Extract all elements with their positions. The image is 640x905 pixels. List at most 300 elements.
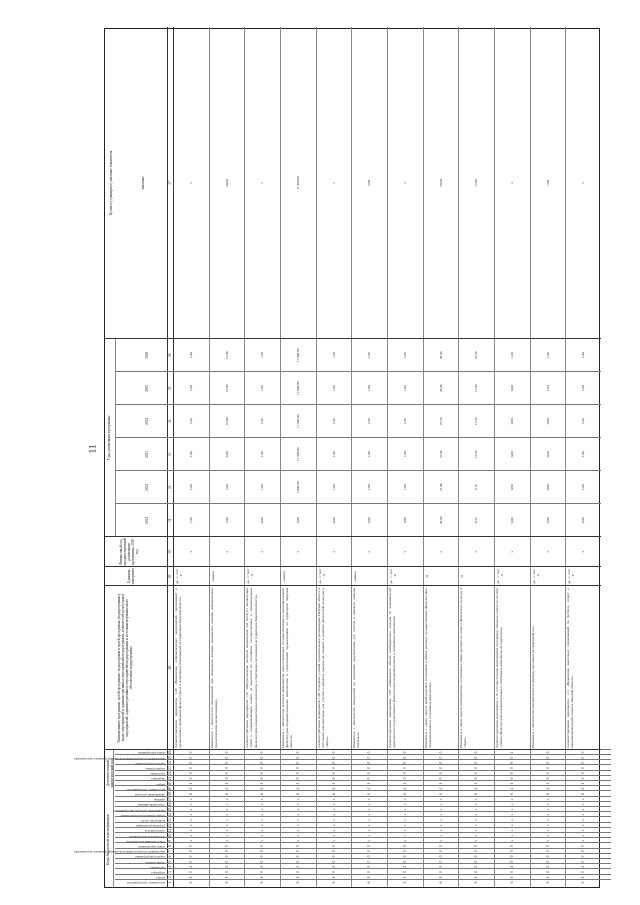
col-number: 1 — [168, 881, 172, 884]
code-cell: 0 — [295, 777, 300, 780]
code-cell: 1 — [188, 782, 193, 785]
row-year-value: 1,00 — [581, 385, 586, 392]
code-cell: 4 — [509, 787, 514, 790]
code-x-mark: х — [402, 834, 407, 837]
code-col-header: участник реализации — [136, 824, 165, 829]
code-cell: 6 — [188, 793, 193, 795]
code-col-header: раздел — [156, 782, 165, 787]
code-x-mark: х — [260, 834, 265, 837]
row-year-value: 1,00 — [367, 385, 372, 392]
target-header: Целевое (суммарное) значение показателя — [109, 150, 113, 216]
code-cell: 4 — [545, 787, 550, 790]
code-cell: 0 — [367, 845, 372, 847]
code-cell: 0 — [509, 871, 514, 873]
row-year-value: 11 000,00 — [295, 348, 300, 363]
year-header: 2022 — [145, 483, 149, 491]
code-x-mark: х — [224, 798, 229, 801]
code-cell: 0 — [545, 850, 550, 853]
code-col-header: направление расходов — [135, 793, 165, 797]
code-cell: 0 — [402, 756, 407, 759]
row-divider — [565, 27, 566, 887]
code-x-mark: х — [331, 808, 336, 811]
code-cell: 0 — [367, 751, 372, 754]
row-total: х — [260, 182, 265, 184]
row-fin: х — [367, 550, 372, 553]
row-year-value: 1,00 — [188, 451, 193, 458]
code-cell: 4 — [474, 787, 479, 790]
code-cell: 0 — [438, 860, 443, 863]
code-x-mark: х — [224, 834, 229, 837]
code-x-mark: х — [474, 808, 479, 811]
code-cell: 6 — [474, 881, 479, 884]
row-year-value: 7,00 — [224, 484, 229, 491]
code-cell: 6 — [509, 793, 514, 795]
row-year-value: 20,00 — [438, 516, 443, 525]
code-x-mark: х — [260, 839, 265, 842]
code-cell: 2 — [402, 865, 407, 868]
code-col-header: код главного распорядителя — [127, 787, 165, 792]
code-cell: 0 — [474, 756, 479, 759]
numbers-row-line — [173, 27, 174, 887]
code-col-header: количество часов — [141, 819, 165, 823]
code-cell: 0 — [509, 850, 514, 853]
row-fin: х — [581, 550, 586, 553]
code-cell: 2 — [295, 865, 300, 868]
code-x-mark: х — [474, 798, 479, 801]
code-x-mark: х — [260, 813, 265, 816]
code-cell: 0 — [295, 751, 300, 754]
code-cell: 2 — [224, 865, 229, 868]
code-x-mark: х — [295, 829, 300, 832]
code-cell: 2 — [509, 751, 514, 754]
row-year-value: 27,00 — [438, 450, 443, 459]
code-cell: 0 — [331, 756, 336, 759]
code-cell: 4 — [188, 787, 193, 790]
code-cell: 0 — [581, 871, 586, 873]
code-x-mark: х — [509, 824, 514, 827]
code-col-header: исполнитель мероприятия — [129, 834, 165, 839]
row-description: Административное мероприятие 1.08 «Создание условий муниципальным организациям Тверской области в получении документации для участия в проектах граждан на создание и развитие физической культуры и спорта» — [316, 587, 329, 748]
row-fin: х — [260, 550, 265, 553]
code-cell: 0 — [331, 767, 336, 769]
code-x-mark: х — [331, 803, 336, 806]
analytic-group-title: Дополнительный аналитический код — [106, 758, 114, 788]
code-x-mark: х — [188, 803, 193, 806]
code-x-mark: х — [509, 834, 514, 837]
code-cell: 0 — [581, 772, 586, 775]
code-cell: 0 — [545, 845, 550, 847]
code-x-mark: х — [295, 813, 300, 816]
code-x-mark: х — [367, 808, 372, 811]
code-cell: 2 — [474, 865, 479, 868]
row-year-value: 15,00 — [224, 351, 229, 360]
row-divider — [458, 27, 459, 887]
code-cell: 4 — [438, 787, 443, 790]
code-x-mark: х — [581, 808, 586, 811]
code-col-header: код главного распорядителя — [127, 881, 165, 886]
row-year-value: 1,00 — [260, 385, 265, 392]
code-cell: 0 — [224, 845, 229, 847]
code-cell: 1 — [260, 876, 265, 879]
row-year-value: 0,00 — [545, 451, 550, 458]
code-cell: 0 — [224, 871, 229, 873]
row-divider — [351, 27, 352, 887]
unit-header: Единица измерения — [127, 568, 135, 585]
code-cell: 0 — [367, 777, 372, 780]
code-cell: 0 — [260, 761, 265, 764]
code-cell: 1 — [260, 782, 265, 785]
page-number: 11 — [87, 444, 98, 454]
col-number: 21 — [168, 776, 172, 781]
code-cell: 2 — [260, 865, 265, 868]
code-col-header: мероприятие (подпрограммы или административное мероприятие) — [73, 756, 165, 761]
row-year-value: 1,00 — [331, 484, 336, 491]
row-year-value: 0,00 — [367, 517, 372, 524]
col-number: 15 — [168, 807, 172, 812]
row-unit: да - 1 / нет - 0 — [531, 568, 540, 584]
code-x-mark: х — [260, 808, 265, 811]
code-x-mark: х — [581, 803, 586, 806]
code-cell: 0 — [331, 855, 336, 858]
code-cell: 0 — [295, 772, 300, 775]
code-cell: 0 — [295, 756, 300, 759]
col-number: 16 — [168, 802, 172, 807]
code-cell: 0 — [188, 751, 193, 754]
row-year-value: 27,50 — [438, 417, 443, 426]
row-total: х — [509, 182, 514, 184]
code-cell: 0 — [581, 855, 586, 858]
table — [73, 28, 600, 888]
code-cell: 0 — [581, 860, 586, 863]
row-unit: единиц — [210, 571, 215, 582]
row-description: Показатель 1 «Количество конкурсной по подготовке документации для участия в проектах граждан подобных» — [352, 587, 361, 748]
row-description: Административное мероприятие 1.09 «Повышение объема внебюджетных доходов от возможностей деятельности государственных физкультурно-оздоровительных и спортивных комплексов» — [388, 587, 397, 748]
code-cell: 6 — [331, 881, 336, 884]
code-cell: 0 — [438, 767, 443, 769]
code-cell: 0 — [224, 772, 229, 775]
code-cell: 1 — [402, 782, 407, 785]
code-x-mark: х — [331, 824, 336, 827]
code-col-header: мероприятие (подпрограммы или административное мероприятие) — [73, 850, 165, 855]
code-x-mark: х — [402, 829, 407, 832]
code-cell: 0 — [188, 860, 193, 863]
code-cell: 0 — [581, 761, 586, 764]
code-x-mark: х — [474, 834, 479, 837]
code-cell: 0 — [474, 860, 479, 863]
row-year-value: 0,00 — [545, 484, 550, 491]
code-x-mark: х — [581, 834, 586, 837]
code-cell: 0 — [295, 860, 300, 863]
rotated-table-frame — [73, 28, 600, 888]
code-x-mark: х — [295, 808, 300, 811]
code-x-mark: х — [295, 834, 300, 837]
code-cell: 0 — [295, 850, 300, 853]
code-x-mark: х — [224, 808, 229, 811]
code-x-mark: х — [438, 808, 443, 811]
code-cell: 6 — [581, 881, 586, 884]
final-header: значение — [141, 176, 145, 190]
code-cell: 0 — [402, 845, 407, 847]
col-number: 24 — [168, 761, 172, 765]
year-header: 2023 — [145, 450, 149, 458]
row-description: Показатель 1 «Доля средств внебюджетных источников в общих расходах государственных физкультурно-оздоровительных и спортивных комплексов» — [423, 587, 432, 748]
row-year-value: 0,00 — [260, 517, 265, 524]
code-cell: 0 — [438, 772, 443, 775]
row-year-value: 1,00 — [367, 418, 372, 425]
code-x-mark: х — [295, 824, 300, 827]
row-fin: х — [474, 550, 479, 553]
col-number: 18 — [168, 792, 172, 796]
row-description: Административное мероприятие 1.10 «Осуществление мероприятий по переводу объектов спорта на систему «умное» физкультурно-оздоровительных и спортивных комплексов на территории» — [495, 587, 504, 748]
code-x-mark: х — [545, 808, 550, 811]
row-divider — [423, 27, 424, 887]
code-cell: 1 — [295, 876, 300, 879]
row-unit: % — [424, 574, 429, 578]
col-number: 12 — [168, 823, 172, 828]
code-cell: 4 — [295, 787, 300, 790]
code-cell: 2 — [545, 865, 550, 868]
code-cell: 0 — [260, 860, 265, 863]
row-year-value: 0,00 — [331, 517, 336, 524]
code-cell: 0 — [402, 751, 407, 754]
code-x-mark: х — [509, 803, 514, 806]
code-cell: 0 — [474, 772, 479, 775]
code-cell: 0 — [224, 761, 229, 764]
col-number: 5 — [168, 860, 172, 863]
code-cell: 0 — [331, 777, 336, 780]
code-x-mark: х — [260, 829, 265, 832]
code-cell: 1 — [367, 782, 372, 785]
col-number: 35 — [168, 386, 172, 391]
code-cell: 0 — [509, 845, 514, 847]
row-year-value: 15,50 — [474, 450, 479, 459]
code-cell: 1 — [224, 782, 229, 785]
col-number: 13 — [168, 818, 172, 822]
code-x-mark: х — [367, 824, 372, 827]
code-x-mark: х — [438, 813, 443, 816]
code-x-mark: х — [367, 803, 372, 806]
row-year-value: 1,00 — [402, 484, 407, 491]
code-x-mark: х — [188, 798, 193, 801]
row-description: Показатель 1 «Количество мероприятий, при проведении которых оказывалась помощь добровольцами (волонтерскими организациями)» — [209, 587, 218, 748]
row-year-value: 1,00 — [581, 418, 586, 425]
code-x-mark: х — [581, 824, 586, 827]
row-fin: х — [331, 550, 336, 553]
code-col-header: номер мероприятия — [138, 751, 165, 756]
code-cell: 0 — [367, 855, 372, 858]
code-cell: 0 — [545, 767, 550, 769]
row-year-value: 1,00 — [402, 352, 407, 359]
code-cell: 6 — [545, 881, 550, 884]
row-year-value: 8,76 — [474, 517, 479, 524]
row-total: х — [188, 182, 193, 184]
code-cell: 0 — [474, 767, 479, 769]
code-col-header: программа — [150, 772, 165, 777]
major-col-line — [105, 566, 601, 567]
code-x-mark: х — [260, 798, 265, 801]
row-year-value: 1,00 — [331, 385, 336, 392]
col-number: 25 — [168, 755, 172, 760]
code-cell: 0 — [331, 845, 336, 847]
code-x-mark: х — [224, 803, 229, 806]
code-x-mark: х — [545, 798, 550, 801]
col-number: 3 — [168, 871, 172, 873]
row-year-value: 0,00 — [509, 385, 514, 392]
row-total: 58,00 — [224, 179, 229, 187]
code-x-mark: х — [295, 803, 300, 806]
code-col-header: подпрограмма — [145, 767, 165, 771]
code-cell: 0 — [581, 767, 586, 769]
col-number: 11 — [168, 828, 172, 833]
row-total: 28,50 — [438, 179, 443, 187]
code-col-header: номер мероприятия — [138, 845, 165, 849]
code-cell: 1 — [581, 782, 586, 785]
code-cell: 6 — [295, 793, 300, 795]
code-cell: 0 — [438, 751, 443, 754]
code-x-mark: х — [581, 829, 586, 832]
col-number: 10 — [168, 833, 172, 838]
row-total: х — [581, 182, 586, 184]
col-number: 37 — [168, 181, 172, 185]
row-unit: да - 1 / нет - 0 — [317, 568, 326, 584]
code-cell: 0 — [224, 777, 229, 780]
row-year-value: 0,00 — [509, 451, 514, 458]
code-cell: 0 — [438, 871, 443, 873]
code-col-header: задача подпрограммы — [135, 855, 165, 860]
row-fin: х — [295, 550, 300, 553]
code-cell: 0 — [438, 756, 443, 759]
code-x-mark: х — [331, 834, 336, 837]
code-col-header: подраздел — [151, 777, 165, 782]
code-x-mark: х — [188, 824, 193, 827]
row-year-value: 1,00 — [581, 451, 586, 458]
code-cell: 0 — [331, 751, 336, 754]
code-x-mark: х — [260, 824, 265, 827]
code-col-header: соисполнитель — [144, 829, 165, 834]
code-cell: 6 — [260, 881, 265, 884]
code-cell: 0 — [295, 761, 300, 764]
code-cell: 6 — [402, 881, 407, 884]
code-x-mark: х — [581, 839, 586, 842]
code-cell: 1 — [545, 876, 550, 879]
code-cell: 0 — [188, 772, 193, 775]
row-year-value: 28,00 — [438, 384, 443, 393]
code-x-mark: х — [474, 839, 479, 842]
code-cell: 0 — [438, 855, 443, 858]
budget-group-title: Коды бюджетной классификации — [106, 814, 110, 866]
code-col-header: ответственный исполнитель — [126, 839, 165, 844]
code-col-header: подраздел — [151, 871, 165, 875]
col-number: 4 — [168, 865, 172, 868]
col-number: 17 — [168, 797, 172, 802]
row-divider — [244, 27, 245, 887]
code-cell: 4 — [224, 787, 229, 790]
col-number: 31 — [168, 518, 172, 523]
code-cell: 2 — [509, 865, 514, 868]
code-cell: 0 — [474, 850, 479, 853]
code-cell: 2 — [188, 865, 193, 868]
row-fin: х — [224, 550, 229, 553]
code-x-mark: х — [331, 798, 336, 801]
row-year-value: 0,00 — [545, 517, 550, 524]
row-year-value: 1,00 — [188, 517, 193, 524]
code-col-header: подпрограмма — [145, 860, 165, 865]
code-x-mark: х — [474, 813, 479, 816]
code-x-mark: х — [295, 839, 300, 842]
row-year-value: 1,00 — [581, 352, 586, 359]
row-year-value: 0,00 — [402, 517, 407, 524]
code-cell: 0 — [474, 777, 479, 780]
col-number: 33 — [168, 452, 172, 457]
code-cell: 0 — [367, 871, 372, 873]
code-cell: 0 — [402, 777, 407, 780]
code-x-mark: х — [331, 813, 336, 816]
code-cell: 6 — [224, 881, 229, 884]
row-year-value: 0,00 — [509, 418, 514, 425]
code-cell: 1 — [331, 782, 336, 785]
col-number: 7 — [168, 850, 172, 853]
code-cell: 0 — [331, 860, 336, 863]
row-year-value: 0,00 — [509, 484, 514, 491]
code-cell: 0 — [545, 860, 550, 863]
code-cell: 1 — [402, 876, 407, 879]
code-x-mark: х — [438, 834, 443, 837]
code-cell: 0 — [260, 850, 265, 853]
code-cell: 6 — [367, 793, 372, 795]
code-cell: 0 — [509, 855, 514, 858]
code-cell: 0 — [295, 845, 300, 847]
row-year-value: 1,00 — [367, 484, 372, 491]
code-cell: 0 — [545, 772, 550, 775]
code-cell: 0 — [474, 845, 479, 847]
code-cell: 1 — [509, 782, 514, 785]
row-description: Показатель 1 «Количество документации по переводу котельных на природный газ» — [530, 625, 535, 748]
row-fin: х — [188, 550, 193, 553]
code-cell: 1 — [545, 782, 550, 785]
code-cell: 0 — [402, 850, 407, 853]
code-x-mark: х — [224, 813, 229, 816]
code-x-mark: х — [402, 798, 407, 801]
code-cell: 0 — [367, 756, 372, 759]
code-cell: 0 — [474, 761, 479, 764]
row-year-value: 1,00 — [260, 352, 265, 359]
code-cell: 0 — [509, 860, 514, 863]
code-cell: 0 — [295, 855, 300, 858]
code-x-mark: х — [438, 798, 443, 801]
code-cell: 6 — [438, 881, 443, 884]
row-year-value: 5,00 — [224, 517, 229, 524]
code-x-mark: х — [402, 839, 407, 842]
row-year-value: 1,00 — [331, 451, 336, 458]
code-x-mark: х — [474, 824, 479, 827]
row-year-value: 1,00 — [188, 352, 193, 359]
row-year-value: 28,00 — [438, 351, 443, 360]
code-cell: 1 — [581, 876, 586, 879]
row-year-value: 17,50 — [474, 417, 479, 426]
code-cell: 0 — [295, 767, 300, 769]
code-cell: 2 — [367, 865, 372, 868]
row-year-value: 1,00 — [188, 484, 193, 491]
row-description: Административное мероприятие 1.06 «Проведение добровольческих мероприятий, организаций и организация и проведение физкультурных и спортивных мероприятий на территории Тверской области» — [174, 587, 183, 748]
row-fin: х — [402, 550, 407, 553]
code-cell: 0 — [367, 767, 372, 769]
code-cell: 0 — [509, 767, 514, 769]
code-x-mark: х — [509, 813, 514, 816]
code-cell: 1 — [474, 782, 479, 785]
row-year-value: 11 000,00 — [295, 447, 300, 462]
code-cell: 0 — [509, 777, 514, 780]
code-cell: 0 — [474, 855, 479, 858]
